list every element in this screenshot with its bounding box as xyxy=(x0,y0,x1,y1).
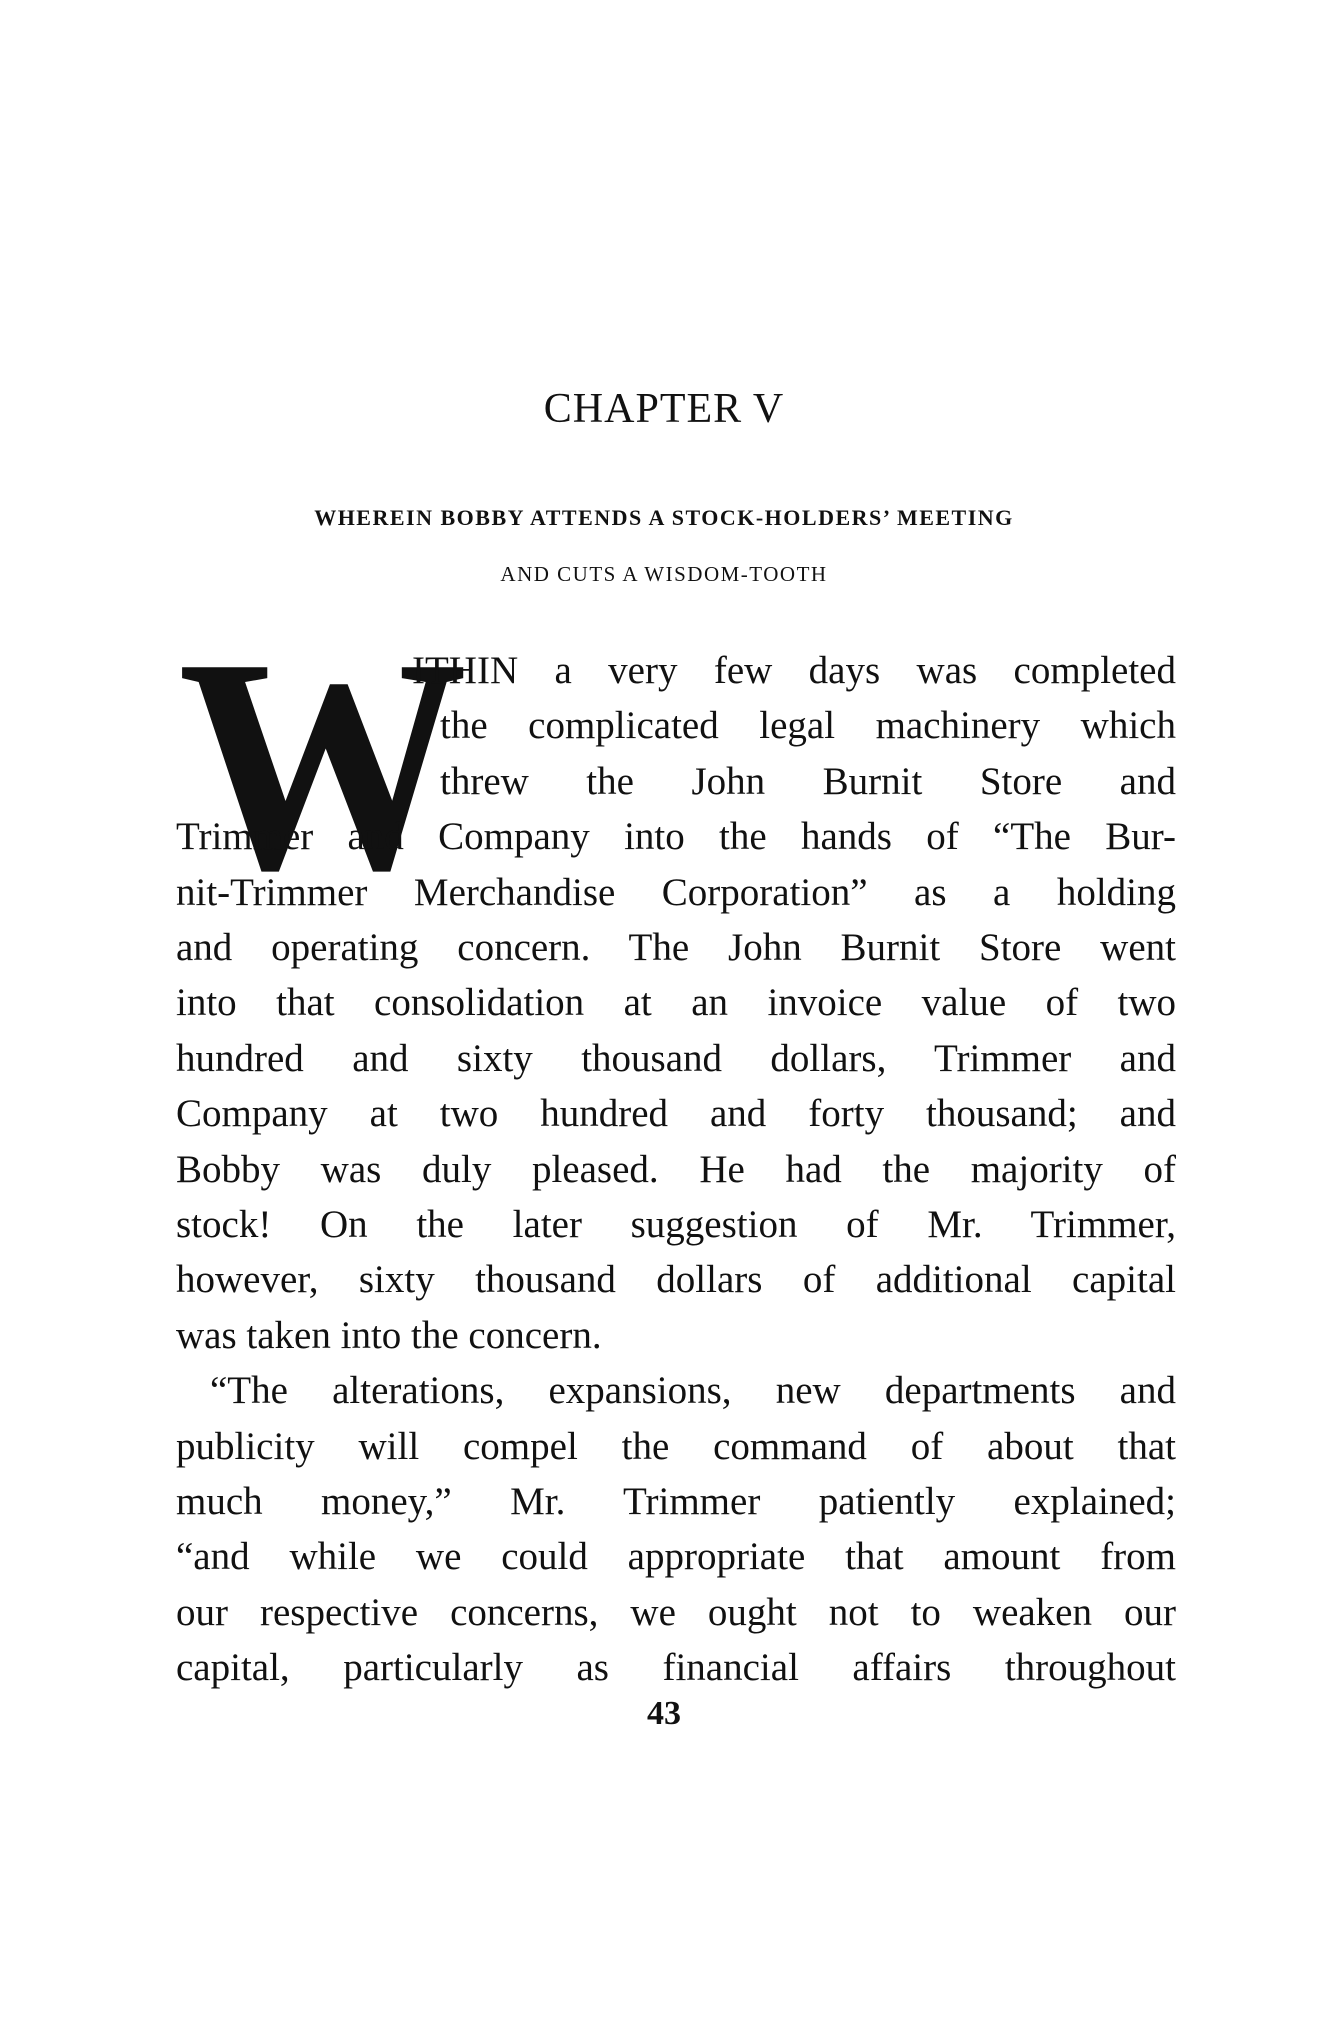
text-line: capital, particularly as financial affairs throughout xyxy=(176,1646,1176,1690)
chapter-subtitle-line-2: AND CUTS A WISDOM-TOOTH xyxy=(500,562,828,586)
text-line: was taken into the concern. xyxy=(176,1313,602,1357)
text-line: “and while we could appropriate that amount from xyxy=(176,1535,1176,1579)
text-line: publicity will compel the command of about that xyxy=(176,1424,1176,1468)
text-line: hundred and sixty thousand dollars, Trimmer and xyxy=(176,1036,1176,1080)
text-line: much money,” Mr. Trimmer patiently explained; xyxy=(176,1480,1176,1523)
text-line: nit-Trimmer Merchandise Corporation” as a holding xyxy=(176,870,1176,914)
chapter-title: CHAPTER V xyxy=(543,386,785,432)
chapter-subtitle-line-1: WHEREIN BOBBY ATTENDS A STOCK-HOLDERS’ MEETING xyxy=(314,505,1014,530)
text-line: our respective concerns, we ought not to weaken our xyxy=(176,1590,1176,1634)
text-line: stock! On the later suggestion of Mr. Trimmer, xyxy=(176,1203,1176,1246)
drop-cap: W xyxy=(178,595,468,933)
text-line: Company at two hundred and forty thousand; and xyxy=(176,1092,1176,1136)
text-line: “The alterations, expansions, new departments and xyxy=(210,1369,1176,1413)
page-number: 43 xyxy=(647,1695,681,1732)
text-line: Trimmer and Company into the hands of “The Bur- xyxy=(176,815,1176,859)
text-line: the complicated legal machinery which xyxy=(440,704,1176,748)
text-line: however, sixty thousand dollars of additional capital xyxy=(176,1258,1176,1302)
text-line: threw the John Burnit Store and xyxy=(440,759,1176,803)
text-line: and operating concern. The John Burnit Store went xyxy=(176,926,1176,969)
text-line: ITHIN a very few days was completed xyxy=(412,649,1176,692)
text-line: into that consolidation at an invoice value of two xyxy=(176,981,1176,1025)
text-line: Bobby was duly pleased. He had the majority of xyxy=(176,1147,1176,1191)
